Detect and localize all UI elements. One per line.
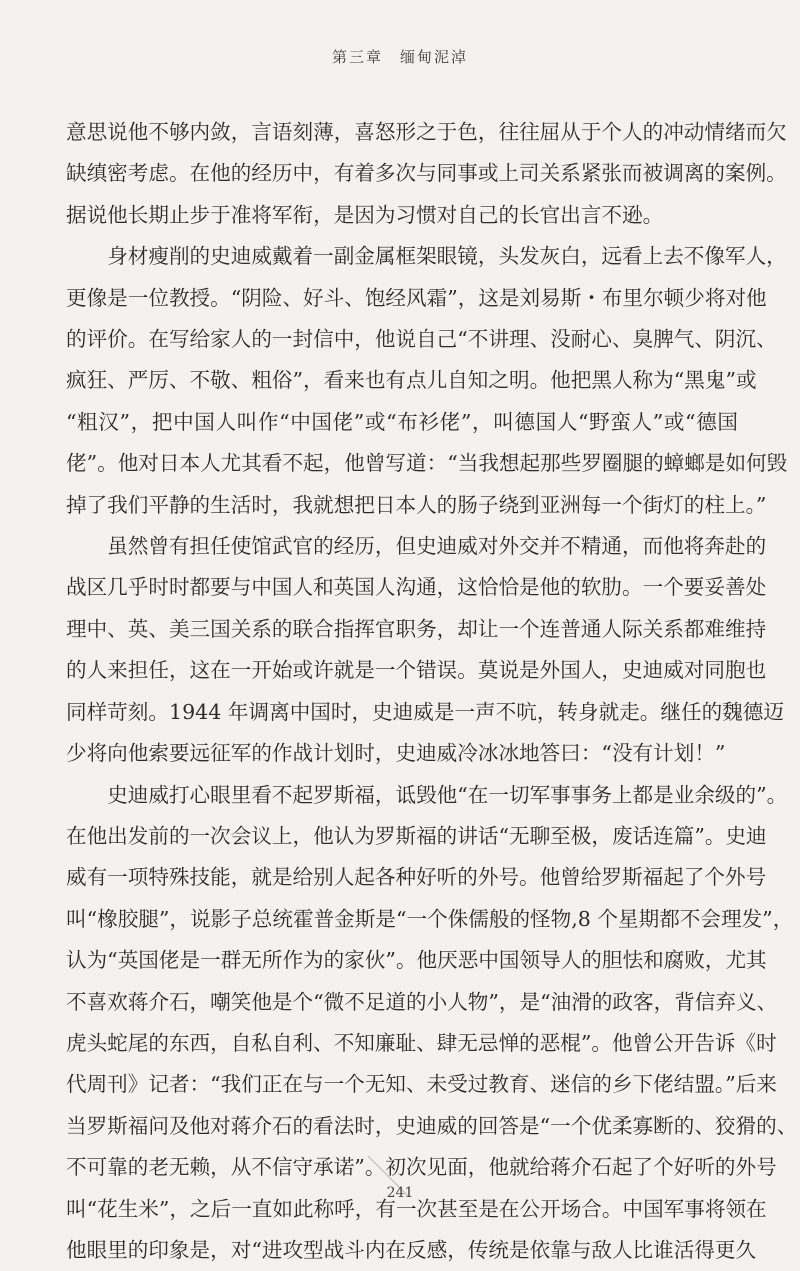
text-line: 不喜欢蒋介石，嘲笑他是个“微不足道的小人物”，是“油滑的政客，背信弃义、 <box>66 982 738 1023</box>
text-line: 叫“橡胶腿”，说影子总统霍普金斯是“一个侏儒般的怪物,8 个星期都不会理发”， <box>66 899 738 940</box>
text-line: 在他出发前的一次会议上，他认为罗斯福的讲话“无聊至极，废话连篇”。史迪 <box>66 816 738 857</box>
text-line: 掉了我们平静的生活时，我就想把日本人的肠子绕到亚洲每一个街灯的柱上。” <box>66 485 738 526</box>
text-line: 认为“英国佬是一群无所作为的家伙”。他厌恶中国领导人的胆怯和腐败，尤其 <box>66 940 738 981</box>
text-line: 的评价。在写给家人的一封信中，他说自己“不讲理、没耐心、臭脾气、阴沉、 <box>66 319 738 360</box>
text-line: 战区几乎时时都要与中国人和英国人沟通，这恰恰是他的软肋。一个要妥善处 <box>66 567 738 608</box>
text-line: 理中、英、美三国关系的联合指挥官职务，却让一个连普通人际关系都难维持 <box>66 609 738 650</box>
text-line: 史迪威打心眼里看不起罗斯福，诋毁他“在一切军事事务上都是业余级的”。 <box>66 775 738 816</box>
text-line: 虽然曾有担任使馆武官的经历，但史迪威对外交并不精通，而他将奔赴的 <box>66 526 738 567</box>
paragraph <box>66 526 738 774</box>
text-line: 同样苛刻。1944 年调离中国时，史迪威是一声不吭，转身就走。继任的魏德迈 <box>66 692 738 733</box>
text-line: 佬”。他对日本人尤其看不起，他曾写道：“当我想起那些罗圈腿的蟑螂是如何毁 <box>66 443 738 484</box>
paragraph <box>66 112 738 236</box>
text-line: 叫“花生米”，之后一直如此称呼，有一次甚至是在公开场合。中国军事将领在 <box>66 1189 738 1230</box>
paragraph <box>66 236 738 526</box>
text-line: 威有一项特殊技能，就是给别人起各种好听的外号。他曾给罗斯福起了个外号 <box>66 857 738 898</box>
text-line: 他眼里的印象是，对“进攻型战斗内在反感，传统是依靠与敌人比谁活得更久 <box>66 1230 738 1271</box>
text-line: 据说他长期止步于准将军衔，是因为习惯对自己的长官出言不逊。 <box>66 195 738 236</box>
text-line: 疯狂、严厉、不敬、粗俗”，看来也有点儿自知之明。他把黑人称为“黑鬼”或 <box>66 360 738 401</box>
text-line: 虎头蛇尾的东西，自私自利、不知廉耻、肆无忌惮的恶棍”。他曾公开告诉《时 <box>66 1023 738 1064</box>
running-head: 第三章 缅甸泥淖 <box>0 46 800 67</box>
text-line: 代周刊》记者：“我们正在与一个无知、未受过教育、迷信的乡下佬结盟。”后来 <box>66 1064 738 1105</box>
text-line: 少将向他索要远征军的作战计划时，史迪威冷冰冰地答曰：“没有计划！” <box>66 733 738 774</box>
page-number: 241 <box>0 1185 800 1201</box>
text-line: 缺缜密考虑。在他的经历中，有着多次与同事或上司关系紧张而被调离的案例。 <box>66 153 738 194</box>
text-line: 意思说他不够内敛，言语刻薄，喜怒形之于色，往往屈从于个人的冲动情绪而欠 <box>66 112 738 153</box>
text-line: “粗汉”，把中国人叫作“中国佬”或“布衫佬”，叫德国人“野蛮人”或“德国 <box>66 402 738 443</box>
text-line: 不可靠的老无赖，从不信守承诺”。初次见面，他就给蒋介石起了个好听的外号 <box>66 1147 738 1188</box>
text-line: 更像是一位教授。“阴险、好斗、饱经风霜”，这是刘易斯・布里尔顿少将对他 <box>66 278 738 319</box>
text-line: 身材瘦削的史迪威戴着一副金属框架眼镜，头发灰白，远看上去不像军人， <box>66 236 738 277</box>
body-text <box>66 112 738 1271</box>
text-line: 的人来担任，这在一开始或许就是一个错误。莫说是外国人，史迪威对同胞也 <box>66 650 738 691</box>
text-line: 当罗斯福问及他对蒋介石的看法时，史迪威的回答是“一个优柔寡断的、狡猾的、 <box>66 1106 738 1147</box>
scan-crease-mark <box>360 1150 420 1210</box>
